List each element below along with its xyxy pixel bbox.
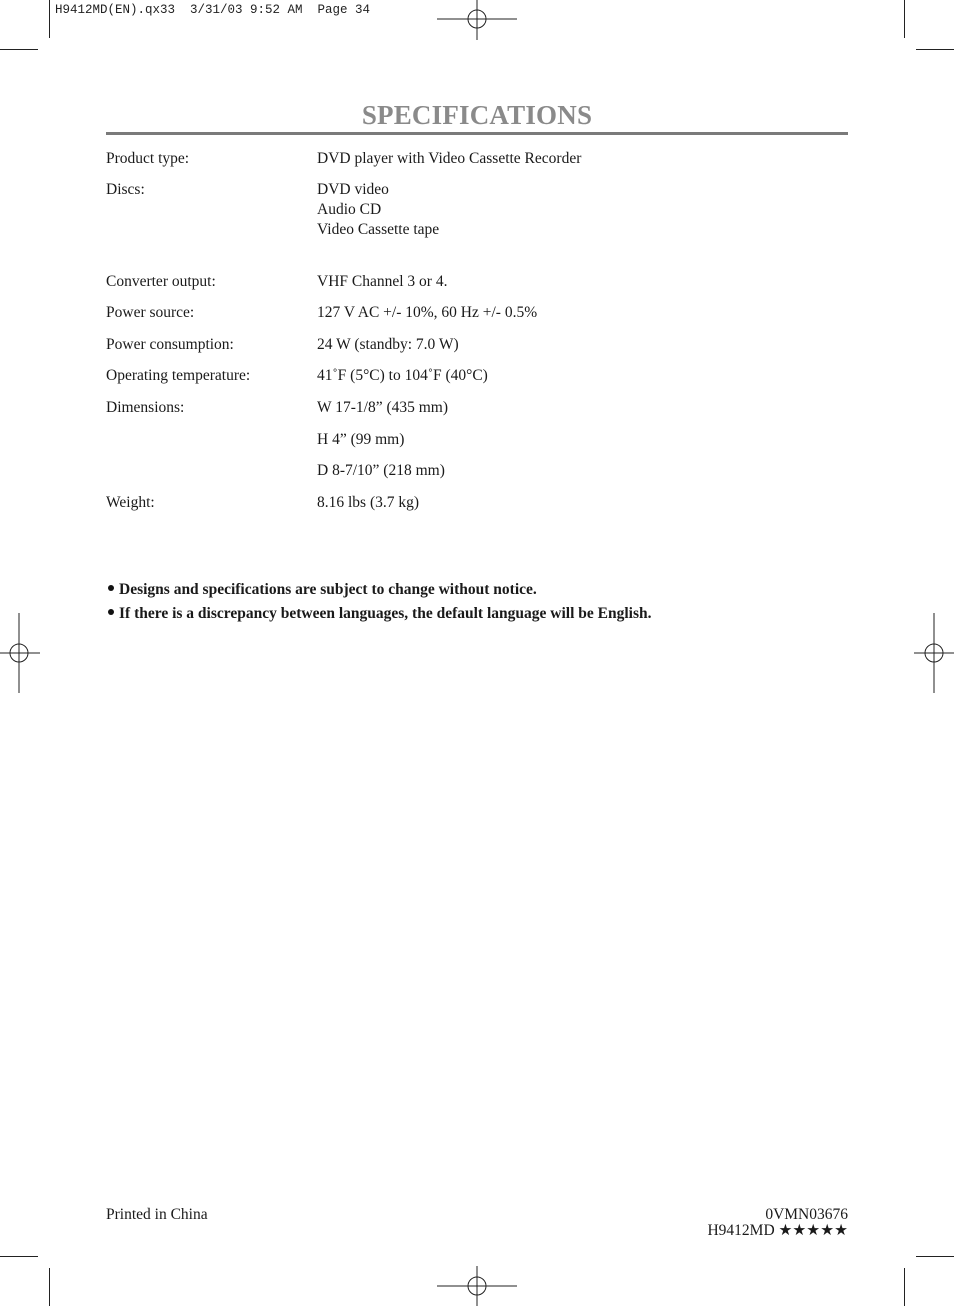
bullet-icon bbox=[108, 585, 114, 591]
note-item bbox=[108, 605, 651, 623]
title-rule bbox=[106, 132, 848, 135]
crop-mark-top-left-h bbox=[0, 49, 38, 50]
registration-mark-top bbox=[437, 0, 517, 40]
spec-label-operating-temperature: Operating temperature: bbox=[106, 367, 251, 384]
spec-value-dimensions-width: W 17-1/8” (435 mm) bbox=[317, 399, 449, 416]
note-text: Designs and specifications are subject to change without notice. bbox=[119, 581, 537, 598]
crop-mark-top-right-h bbox=[916, 49, 954, 50]
spec-value-power-consumption: 24 W (standby: 7.0 W) bbox=[317, 336, 459, 353]
page-title: SPECIFICATIONS bbox=[361, 100, 593, 130]
spec-label-product-type: Product type: bbox=[106, 150, 190, 167]
registration-mark-left bbox=[0, 613, 40, 693]
crop-mark-bottom-left-v bbox=[49, 1268, 50, 1306]
spec-value-discs-2: Audio CD bbox=[317, 201, 382, 218]
spec-value-power-source: 127 V AC +/- 10%, 60 Hz +/- 0.5% bbox=[317, 304, 538, 321]
crop-mark-top-left-v bbox=[49, 0, 50, 38]
bullet-icon bbox=[108, 609, 114, 615]
registration-mark-bottom bbox=[437, 1266, 517, 1306]
spec-label-dimensions: Dimensions: bbox=[106, 399, 185, 416]
footer-printed: Printed in China bbox=[106, 1206, 208, 1223]
spec-value-dimensions-depth: D 8-7/10” (218 mm) bbox=[317, 462, 445, 479]
crop-mark-bottom-left-h bbox=[0, 1256, 38, 1257]
spec-label-weight: Weight: bbox=[106, 494, 155, 511]
spec-value-weight: 8.16 lbs (3.7 kg) bbox=[317, 494, 420, 511]
registration-mark-right bbox=[914, 613, 954, 693]
spec-value-operating-temperature: 41˚F (5°C) to 104˚F (40°C) bbox=[317, 367, 488, 384]
spec-value-dimensions-height: H 4” (99 mm) bbox=[317, 431, 405, 448]
note-item bbox=[108, 581, 537, 599]
spec-value-discs-1: DVD video bbox=[317, 181, 389, 198]
spec-label-power-consumption: Power consumption: bbox=[106, 336, 234, 353]
spec-label-power-source: Power source: bbox=[106, 304, 195, 321]
crop-mark-bottom-right-h bbox=[916, 1256, 954, 1257]
crop-mark-bottom-right-v bbox=[904, 1268, 905, 1306]
spec-value-discs-3: Video Cassette tape bbox=[317, 221, 440, 238]
spec-label-converter-output: Converter output: bbox=[106, 273, 216, 290]
spec-value-product-type: DVD player with Video Cassette Recorder bbox=[317, 150, 582, 167]
spec-value-converter-output: VHF Channel 3 or 4. bbox=[317, 273, 448, 290]
crop-mark-top-right-v bbox=[904, 0, 905, 38]
footer-code: 0VMN03676 bbox=[765, 1206, 848, 1223]
print-slug: H9412MD(EN).qx33 3/31/03 9:52 AM Page 34 bbox=[55, 3, 371, 17]
note-text: If there is a discrepancy between languages, the default language will be English. bbox=[119, 605, 652, 622]
footer-model: H9412MD ★★★★★ bbox=[707, 1222, 848, 1239]
spec-label-discs: Discs: bbox=[106, 181, 145, 198]
